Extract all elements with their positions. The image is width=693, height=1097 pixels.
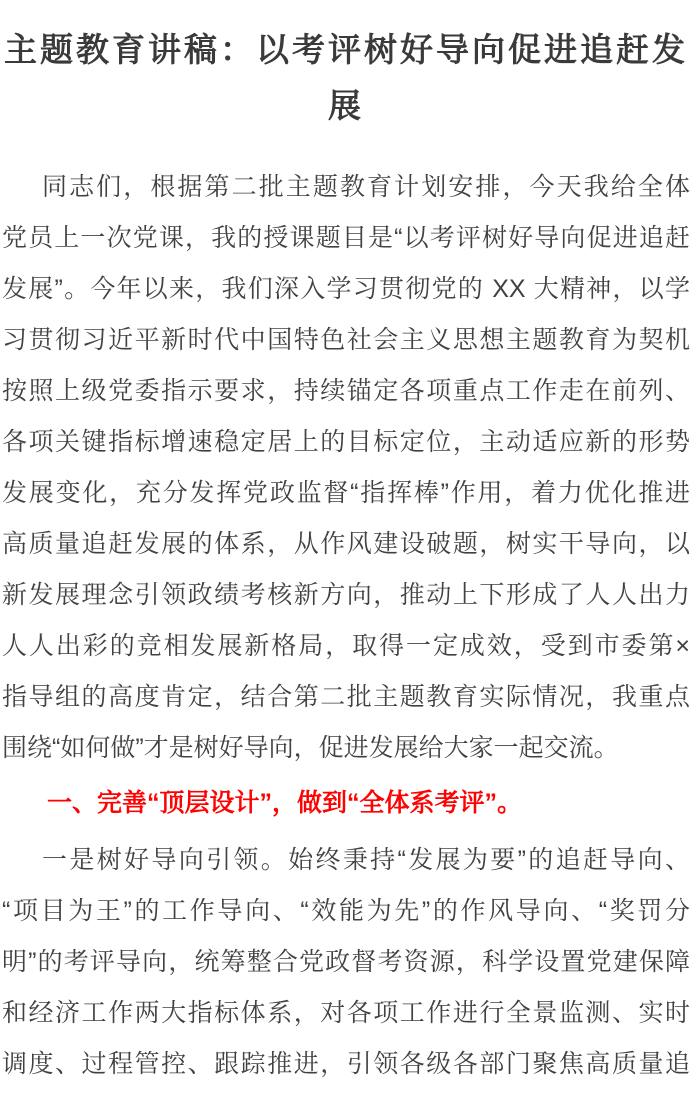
text-line: 党员上一次党课，我的授课题目是“以考评树好导向促进追赶 <box>2 224 690 252</box>
document-body <box>2 162 690 1090</box>
section-heading <box>2 778 690 829</box>
document-title <box>2 22 690 134</box>
title-line: 主题教育讲稿：以考评树好导向促进追赶发 <box>4 31 688 68</box>
text-line: 和经济工作两大指标体系，对各项工作进行全景监测、实时 <box>2 999 690 1027</box>
text-line: 指导组的高度肯定，结合第二批主题教育实际情况，我重点 <box>2 683 690 711</box>
paragraph <box>2 162 690 774</box>
text-line: 发展变化，充分发挥党政监督“指挥棒”作用，着力优化推进 <box>2 479 690 507</box>
text-line: 按照上级党委指示要求，持续锚定各项重点工作走在前列、 <box>2 377 690 405</box>
text-line: 调度、过程管控、跟踪推进，引领各级各部门聚焦高质量追 <box>2 1050 690 1078</box>
text-line: 同志们，根据第二批主题教育计划安排，今天我给全体 <box>42 173 690 201</box>
text-line: 一、完善“顶层设计”，做到“全体系考评”。 <box>47 789 523 817</box>
text-line: 发展”。今年以来，我们深入学习贯彻党的 XX 大精神，以学 <box>2 275 690 303</box>
text-line: 围绕“如何做”才是树好导向，促进发展给大家一起交流。 <box>2 734 619 762</box>
paragraph <box>2 835 690 1090</box>
text-line: 高质量追赶发展的体系，从作风建设破题，树实干导向，以 <box>2 530 690 558</box>
text-line: “项目为王”的工作导向、“效能为先”的作风导向、“奖罚分 <box>2 897 690 925</box>
text-line: 人人出彩的竞相发展新格局，取得一定成效，受到市委第× <box>2 632 690 660</box>
text-line: 各项关键指标增速稳定居上的目标定位，主动适应新的形势 <box>2 428 690 456</box>
text-line: 一是树好导向引领。始终秉持“发展为要”的追赶导向、 <box>42 846 690 874</box>
text-line: 明”的考评导向，统筹整合党政督考资源，科学设置党建保障 <box>2 948 690 976</box>
text-line: 新发展理念引领政绩考核新方向，推动上下形成了人人出力 <box>2 581 690 609</box>
text-line: 习贯彻习近平新时代中国特色社会主义思想主题教育为契机 <box>2 326 690 354</box>
title-line: 展 <box>328 87 364 124</box>
